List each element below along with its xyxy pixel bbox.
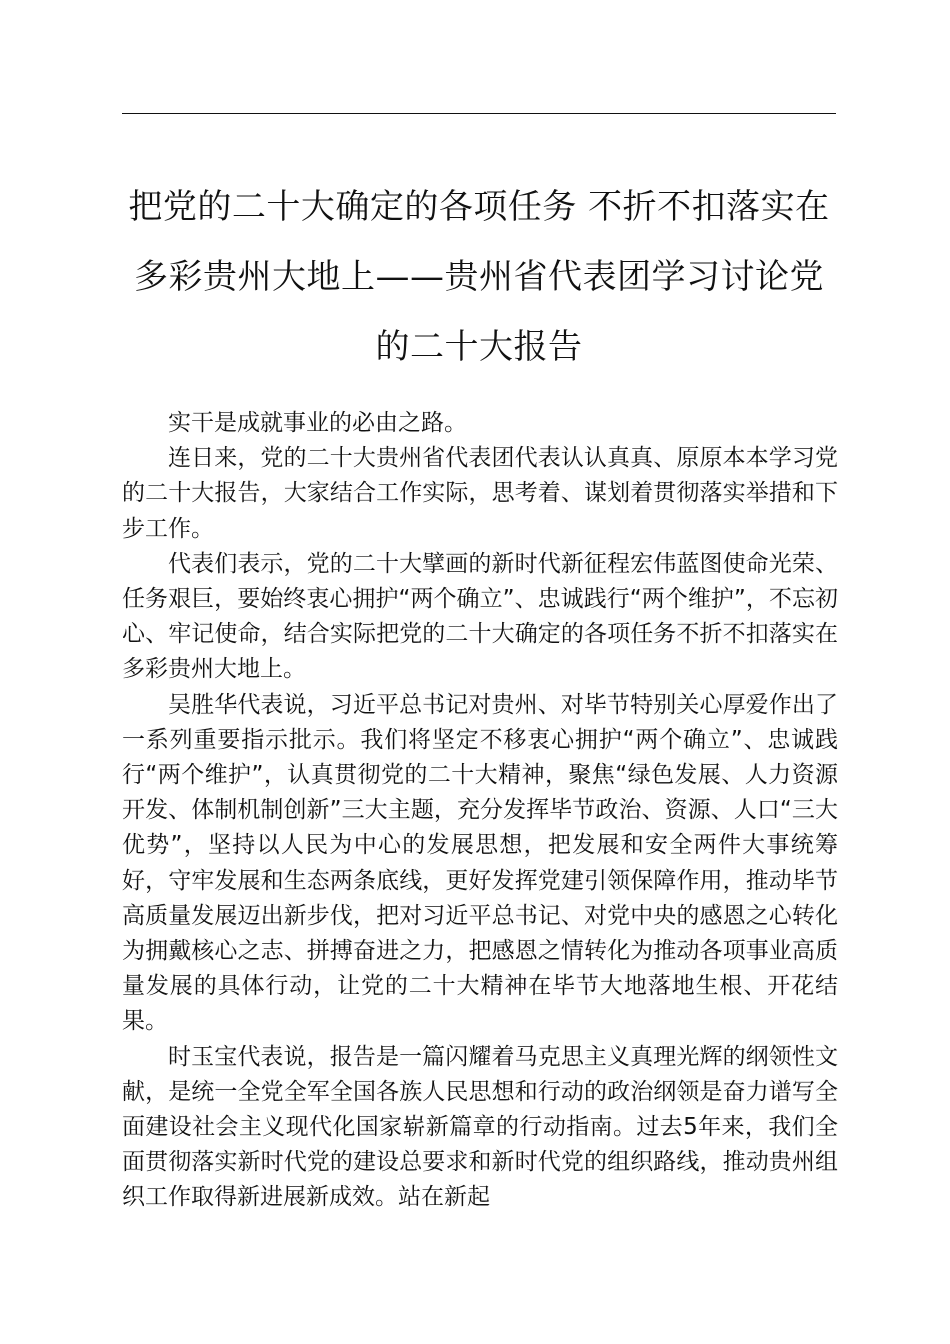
article-title xyxy=(118,172,840,382)
paragraph-representatives: 代表们表示，党的二十大擘画的新时代新征程宏伟蓝图使命光荣、任务艰巨，要始终衷心拥护“两个确立”、忠诚践行“两个维护”，不忘初心、牢记使命，结合实际把党的二十大确定的各项任务不折不扣落实在多彩贵州大地上。 xyxy=(122,550,838,683)
title-line-1: 把党的二十大确定的各项任务 不折不扣落实在 xyxy=(128,187,830,227)
header-rule xyxy=(122,113,836,114)
title-line-2: 多彩贵州大地上——贵州省代表团学习讨论党 xyxy=(134,257,824,297)
title-line-3: 的二十大报告 xyxy=(375,327,583,367)
article-body xyxy=(122,406,838,1216)
paragraph-intro: 实干是成就事业的必由之路。 xyxy=(168,410,467,436)
paragraph-wu-shenghua: 吴胜华代表说，习近平总书记对贵州、对毕节特别关心厚爱作出了一系列重要指示批示。我们将坚定不移衷心拥护“两个确立”、忠诚践行“两个维护”，认真贯彻党的二十大精神，聚焦“绿色发展、人力资源开发、体制机制创新”三大主题，充分发挥毕节政治、资源、人口“三大优势”，坚持以人民为中心的发展思想，把发展和安全两件大事统筹好，守牢发展和生态两条底线，更好发挥党建引领保障作用，推动毕节高质量发展迈出新步伐，把对习近平总书记、对党中央的感恩之心转化为拥戴核心之志、拼搏奋进之力，把感恩之情转化为推动各项事业高质量发展的具体行动，让党的二十大精神在毕节大地落地生根、开花结果。 xyxy=(122,691,838,1035)
paragraph-study: 连日来，党的二十大贵州省代表团代表认认真真、原原本本学习党的二十大报告，大家结合工作实际，思考着、谋划着贯彻落实举措和下步工作。 xyxy=(122,445,838,542)
paragraph-shi-yubao: 时玉宝代表说，报告是一篇闪耀着马克思主义真理光辉的纲领性文献，是统一全党全军全国各族人民思想和行动的政治纲领是奋力谱写全面建设社会主义现代化国家崭新篇章的行动指南。过去5年来，我们全面贯彻落实新时代党的建设总要求和新时代党的组织路线，推动贵州组织工作取得新进展新成效。站在新起 xyxy=(122,1043,838,1211)
